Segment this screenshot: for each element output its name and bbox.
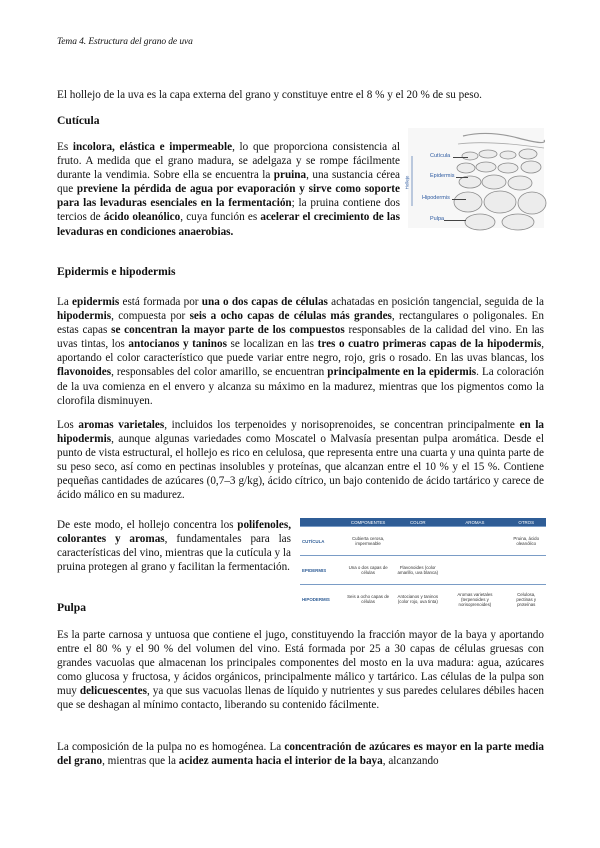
epidermis-paragraph-3: De este modo, el hollejo concentra los polifenoles, colorantes y aromas, fundamentales para las características del vino, mientras que la cutícula y la pruina protegen al grano y facilitan la fermentación. — [57, 519, 291, 574]
table-cell — [443, 527, 506, 556]
label-hipodermis: Hipodermis — [422, 195, 450, 201]
table-cell: EPIDERMIS — [300, 556, 344, 585]
table-cell: Pruina, ácido oleanólico — [506, 527, 546, 556]
grape-skin-figure — [404, 128, 544, 228]
table-cell — [443, 556, 506, 585]
pulpa-paragraph-2: La composición de la pulpa no es homogénea. La concentración de azúcares es mayor en la parte media del grano, mientras que la acidez aumenta hacia el interior de la baya, alcanzando — [57, 741, 544, 768]
table-cell: Antocianos y taninos (color rojo, uva tinta) — [392, 585, 443, 613]
table-cell: Aromas varietales (terpenoides y norisoprenoides) — [443, 585, 506, 613]
page-header: Tema 4. Estructura del grano de uva — [57, 37, 193, 47]
table-row — [300, 556, 546, 585]
cuticula-paragraph: Es incolora, elástica e impermeable, lo que proporciona consistencia al fruto. A medida que el grano madura, se adelgaza y se rompe fácilmente durante la vendimia. Sobre ella se encuentra la pruina, una sustancia cérea que previene la pérdida de agua por evaporación y sirve como soporte para las levaduras esenciales en la fermentación; la pruina contiene dos tercios de ácido oleanólico, cuya función es acelerar el crecimiento de las levaduras en condiciones anaerobias. — [57, 141, 401, 238]
label-pulpa: Pulpa — [430, 216, 445, 222]
table-header-row — [300, 518, 546, 527]
epidermis-heading: Epidermis e hipodermis — [57, 265, 176, 278]
table-cell — [392, 527, 443, 556]
leader-line — [456, 177, 468, 178]
hollejo-side-label: Hollejo — [404, 175, 410, 190]
table-cell: Cubierta cerosa, impermeable — [344, 527, 392, 556]
skin-cells-image — [408, 128, 544, 228]
table-cell: Una o dos capas de células — [344, 556, 392, 585]
table-header-cell — [300, 518, 344, 527]
leader-line — [453, 157, 468, 158]
label-epidermis: Epidermis — [430, 173, 455, 179]
layers-summary-table — [300, 518, 546, 613]
table-cell: CUTÍCULA — [300, 527, 344, 556]
table-header-cell: COLOR — [392, 518, 443, 527]
table-cell: Flavonoides (color amarillo, uva blanca) — [392, 556, 443, 585]
leader-line — [452, 199, 466, 200]
table-cell: Celulosa, pectinas y proteínas — [506, 585, 546, 613]
intro-paragraph: El hollejo de la uva es la capa externa del grano y constituye entre el 8 % y el 20 % de su peso. — [57, 89, 482, 101]
table-header-cell: AROMAS — [443, 518, 506, 527]
epidermis-paragraph-2: Los aromas varietales, incluidos los terpenoides y norisoprenoides, se concentran principalmente en la hipodermis, aunque algunas variedades como Moscatel o Malvasía presentan pulpa aromática. Desde el punto de vista estructural, el hollejo es rico en celulosa, que representa entre una cuarta y una quinta parte de su peso seco, así como en pectinas insolubles y proteínas, que alcanzan entre el 10 % y el 15 %. Contiene pequeñas cantidades de azúcares (0,7–3 g/kg), ácido cítrico, un bajo contenido de ácido tartárico y carece de ácido málico en su madurez. — [57, 419, 545, 502]
table-row — [300, 527, 546, 556]
pulpa-heading: Pulpa — [57, 601, 86, 614]
pulpa-paragraph-1: Es la parte carnosa y untuosa que contiene el jugo, constituyendo la fracción mayor de la baya y aportando entre el 80 % y el 90 % del volumen del vino. Está formada por 25 a 30 capas de células gruesas con grandes vacuolas que almacenan los principales componentes del mosto en la uva madura: agua, azúcares como glucosa y fructosa, y ácidos orgánicos, principalmente málico y tartárico. Las células de la pulpa son muy delicuescentes, ya que sus vacuolas llenas de líquido y nutrientes y sus paredes celulares débiles hacen que se deshagan al mínimo contacto, liberando su contenido fácilmente. — [57, 629, 544, 712]
cuticula-heading: Cutícula — [57, 114, 100, 127]
table-cell: Seis a ocho capas de células — [344, 585, 392, 613]
table-header-cell: COMPONENTES — [344, 518, 392, 527]
leader-line — [444, 220, 466, 221]
table-cell — [506, 556, 546, 585]
epidermis-paragraph-1: La epidermis está formada por una o dos capas de células achatadas en posición tangencial, seguida de la hipodermis, compuesta por seis a ocho capas de células más grandes, rectangulares o poligonales. En estas capas se concentran la mayor parte de los compuestos responsables de la calidad del vino. En las uvas tintas, los antocianos y taninos se localizan en las tres o cuatro primeras capas de la hipodermis, aportando el color característico que puede variar entre negro, rojo, gris o rosado. En las uvas blancas, los flavonoides, responsables del color amarillo, se encuentran principalmente en la epidermis. La coloración de la uva comienza en el envero y alcanza su máximo en la madurez, mientras que los pigmentos como la clorofila disminuyen. — [57, 296, 545, 407]
table-header-cell: OTROS — [506, 518, 546, 527]
label-cuticula: Cutícula — [430, 153, 451, 159]
table-row — [300, 585, 546, 613]
table-cell: HIPODERMIS — [300, 585, 344, 613]
